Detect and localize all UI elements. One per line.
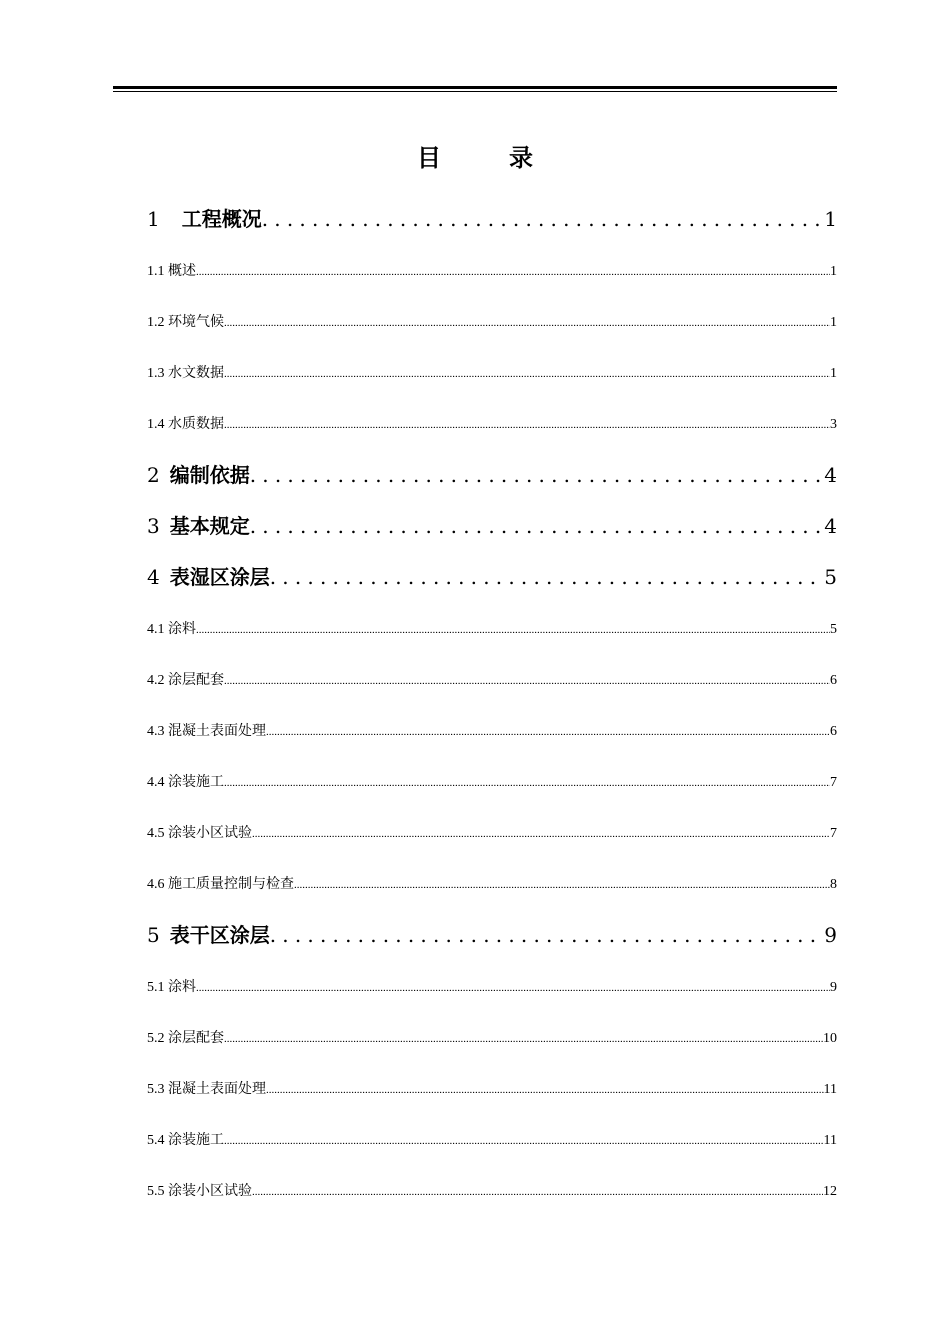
toc-leader-dots xyxy=(196,982,830,994)
toc-leader-dots xyxy=(196,266,830,278)
toc-entry-number: 4.1 xyxy=(147,622,165,637)
toc-leader-dots xyxy=(250,463,825,487)
toc-entry-title: 涂料 xyxy=(168,980,196,995)
toc-entry-label xyxy=(147,822,252,842)
toc-entry-page: 4 xyxy=(824,514,837,538)
toc-entry-number: 5.2 xyxy=(147,1031,165,1046)
toc-entry-4-5[interactable] xyxy=(147,822,837,842)
toc-entry-4-1[interactable] xyxy=(147,618,837,638)
toc-entry-title: 涂料 xyxy=(168,622,196,637)
toc-entry-title: 表湿区涂层 xyxy=(169,565,270,589)
toc-entry-page: 6 xyxy=(830,724,837,739)
toc-entry-page: 1 xyxy=(824,207,837,231)
toc-entry-title: 水文数据 xyxy=(168,366,224,381)
toc-leader-dots xyxy=(266,726,830,738)
toc-entry-title: 环境气候 xyxy=(168,315,224,330)
toc-title xyxy=(0,138,950,173)
toc-entry-5-5[interactable] xyxy=(147,1180,837,1200)
toc-entry-page: 5 xyxy=(824,565,837,589)
toc-entry-title: 涂装小区试验 xyxy=(168,826,252,841)
toc-leader-dots xyxy=(224,675,830,687)
toc-entry-label xyxy=(147,510,250,539)
toc-entry-page: 4 xyxy=(824,463,837,487)
toc-entry-label xyxy=(147,260,196,280)
toc-entry-label xyxy=(147,919,270,948)
toc-entry-number: 4.6 xyxy=(147,877,165,892)
toc-entry-title: 表干区涂层 xyxy=(169,923,270,947)
toc-leader-dots xyxy=(224,1033,823,1045)
toc-leader-dots xyxy=(270,923,825,947)
toc-entry-1-1[interactable] xyxy=(147,260,837,280)
toc-entry-label xyxy=(147,669,224,689)
toc-entry-title: 基本规定 xyxy=(169,514,250,538)
toc-entry-page: 1 xyxy=(830,366,837,381)
toc-entry-title: 混凝土表面处理 xyxy=(168,1082,266,1097)
toc-entry-page: 9 xyxy=(824,923,837,947)
toc-entry-label xyxy=(147,1027,224,1047)
toc-entry-page: 3 xyxy=(830,417,837,432)
toc-entry-1-3[interactable] xyxy=(147,362,837,382)
toc-entry-5-2[interactable] xyxy=(147,1027,837,1047)
toc-entry-4-3[interactable] xyxy=(147,720,837,740)
toc-entry-5-4[interactable] xyxy=(147,1129,837,1149)
toc-entry-title: 涂层配套 xyxy=(168,673,224,688)
toc-entry-4-6[interactable] xyxy=(147,873,837,893)
toc-entry-1[interactable] xyxy=(147,203,837,232)
toc-entry-page: 1 xyxy=(830,315,837,330)
header-rule-thick xyxy=(113,86,837,89)
toc-entry-label xyxy=(147,771,224,791)
toc-entry-label xyxy=(147,1180,252,1200)
toc-entry-4-4[interactable] xyxy=(147,771,837,791)
toc-entry-page: 7 xyxy=(830,775,837,790)
toc-entry-4[interactable] xyxy=(147,561,837,590)
toc-entry-number: 5.4 xyxy=(147,1133,165,1148)
toc-entry-1-2[interactable] xyxy=(147,311,837,331)
header-rule-thin xyxy=(113,91,837,92)
toc-entry-number: 4.5 xyxy=(147,826,165,841)
toc-entry-page: 11 xyxy=(823,1133,837,1148)
toc-entry-page: 6 xyxy=(830,673,837,688)
toc-entry-number: 3 xyxy=(147,514,160,538)
toc-leader-dots xyxy=(224,419,830,431)
toc-entry-4-2[interactable] xyxy=(147,669,837,689)
toc-leader-dots xyxy=(224,317,830,329)
toc-entry-number: 1.4 xyxy=(147,417,165,432)
toc-entry-number: 5.5 xyxy=(147,1184,165,1199)
toc-leader-dots xyxy=(224,777,830,789)
toc-entry-title: 混凝土表面处理 xyxy=(168,724,266,739)
toc-leader-dots xyxy=(266,1084,824,1096)
toc-entry-5-1[interactable] xyxy=(147,976,837,996)
toc-entry-page: 9 xyxy=(830,980,837,995)
toc-entry-number: 5.1 xyxy=(147,980,165,995)
toc-entry-number: 5 xyxy=(147,923,160,947)
toc-leader-dots xyxy=(196,624,830,636)
toc-entry-label xyxy=(147,203,262,232)
toc-title-part1: 目 xyxy=(417,144,441,172)
toc-entry-label xyxy=(147,976,196,996)
toc-entry-label xyxy=(147,311,224,331)
toc-entry-label xyxy=(147,459,250,488)
toc-entry-title: 概述 xyxy=(168,264,196,279)
toc-entry-label xyxy=(147,720,266,740)
header-double-rule xyxy=(113,86,837,93)
toc-entry-title: 工程概况 xyxy=(181,207,262,231)
toc-entry-1-4[interactable] xyxy=(147,413,837,433)
toc-leader-dots xyxy=(294,879,830,891)
toc-entry-3[interactable] xyxy=(147,510,837,539)
toc-leader-dots xyxy=(270,565,825,589)
toc-entry-label xyxy=(147,618,196,638)
toc-entry-page: 1 xyxy=(830,264,837,279)
toc-entry-5[interactable] xyxy=(147,919,837,948)
toc-entry-label xyxy=(147,561,270,590)
toc-entry-number: 4.4 xyxy=(147,775,165,790)
toc-leader-dots xyxy=(224,1135,824,1147)
toc-entry-title: 涂装施工 xyxy=(168,775,224,790)
toc-entry-2[interactable] xyxy=(147,459,837,488)
toc-entry-number: 1 xyxy=(147,207,160,231)
toc-entry-5-3[interactable] xyxy=(147,1078,837,1098)
toc-leader-dots xyxy=(250,514,825,538)
toc-entry-label xyxy=(147,413,224,433)
toc-leader-dots xyxy=(252,1186,823,1198)
toc-entry-number: 4.2 xyxy=(147,673,165,688)
toc-entry-number: 5.3 xyxy=(147,1082,165,1097)
toc-entry-number: 4 xyxy=(147,565,160,589)
toc-entry-title: 施工质量控制与检查 xyxy=(168,877,294,892)
toc-leader-dots xyxy=(224,368,830,380)
toc-entry-title: 涂装施工 xyxy=(168,1133,224,1148)
toc-entry-title: 涂层配套 xyxy=(168,1031,224,1046)
toc-entry-number: 2 xyxy=(147,463,160,487)
toc-entry-title: 水质数据 xyxy=(168,417,224,432)
toc-entry-page: 11 xyxy=(823,1082,837,1097)
toc-title-part2: 录 xyxy=(509,144,533,172)
toc-entry-number: 1.1 xyxy=(147,264,165,279)
toc-entry-label xyxy=(147,1078,266,1098)
toc-entry-page: 12 xyxy=(823,1184,837,1199)
toc-entry-label xyxy=(147,873,294,893)
toc-entry-title: 涂装小区试验 xyxy=(168,1184,252,1199)
toc-entry-label xyxy=(147,362,224,382)
toc-entry-page: 5 xyxy=(830,622,837,637)
toc-entry-number: 1.3 xyxy=(147,366,165,381)
toc-entry-page: 10 xyxy=(823,1031,837,1046)
toc-entry-label xyxy=(147,1129,224,1149)
toc-entry-number: 1.2 xyxy=(147,315,165,330)
toc-entry-page: 8 xyxy=(830,877,837,892)
toc-entry-title: 编制依据 xyxy=(169,463,250,487)
toc-entry-number: 4.3 xyxy=(147,724,165,739)
toc-entry-page: 7 xyxy=(830,826,837,841)
toc-leader-dots xyxy=(252,828,830,840)
toc-leader-dots xyxy=(262,207,825,231)
